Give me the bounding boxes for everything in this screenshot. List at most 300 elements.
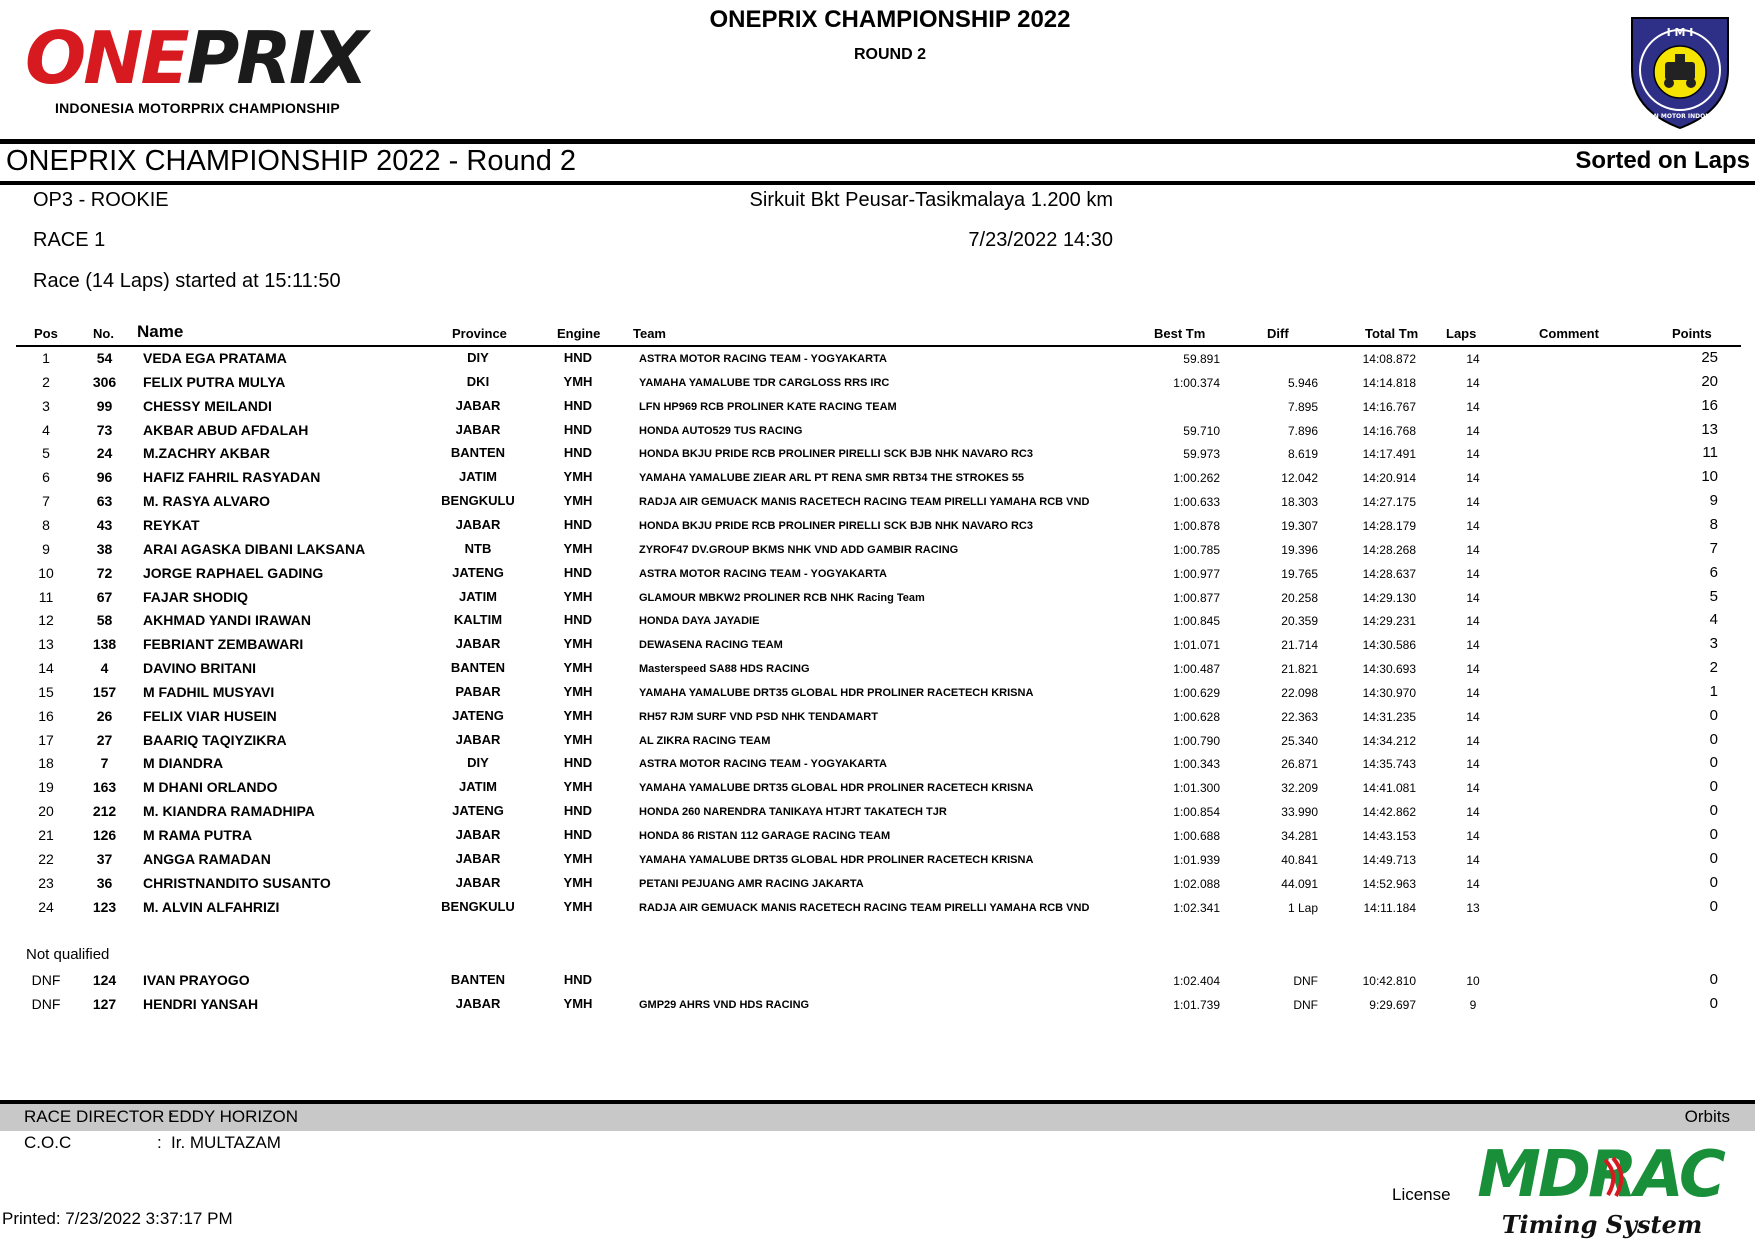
result-name: FELIX PUTRA MULYA	[143, 373, 286, 390]
result-points: 16	[1701, 396, 1718, 414]
result-best-time: 1:01.071	[1173, 638, 1220, 653]
result-team: PETANI PEJUANG AMR RACING JAKARTA	[639, 877, 864, 890]
result-best-time: 1:00.343	[1173, 757, 1220, 772]
result-pos: 8	[42, 516, 50, 533]
director-label: RACE DIRECTOR :	[24, 1107, 174, 1126]
round-title: ROUND 2	[853, 46, 926, 63]
result-diff: 20.258	[1281, 590, 1318, 605]
result-diff: 8.619	[1287, 447, 1318, 462]
result-number: 58	[96, 612, 113, 629]
result-team: YAMAHA YAMALUBE DRT35 GLOBAL HDR PROLINER RACETECH KRISNA	[639, 782, 1034, 795]
table-row	[0, 680, 1755, 704]
event-title: ONEPRIX CHAMPIONSHIP 2022 - Round 2	[6, 145, 577, 177]
result-number: 63	[96, 493, 113, 510]
result-engine: YMH	[563, 731, 593, 747]
table-row	[0, 775, 1755, 799]
result-team: HONDA AUTO529 TUS RACING	[639, 424, 803, 437]
not-qualified-label: Not qualified	[26, 946, 110, 963]
result-points: 11	[1702, 444, 1718, 462]
result-best-time: 1:00.487	[1173, 662, 1220, 677]
table-row	[0, 418, 1755, 442]
result-diff: 44.091	[1281, 876, 1318, 891]
mdrac-text: MDRAC	[1477, 1140, 1723, 1212]
result-team: RH57 RJM SURF VND PSD NHK TENDAMART	[639, 710, 878, 723]
result-name: JORGE RAPHAEL GADING	[143, 564, 324, 581]
result-name: ANGGA RAMADAN	[143, 850, 271, 867]
result-pos: 4	[42, 421, 50, 438]
result-engine: HND	[563, 516, 593, 532]
result-laps: 14	[1466, 423, 1480, 438]
result-province: JATIM	[458, 779, 498, 795]
result-diff: 7.896	[1287, 423, 1318, 438]
result-laps: 14	[1466, 805, 1480, 820]
result-total-time: 14:17.491	[1362, 447, 1416, 462]
result-engine: HND	[563, 827, 593, 842]
result-province: DIY	[467, 350, 489, 365]
col-laps: Laps	[1446, 326, 1477, 341]
result-diff: DNF	[1293, 974, 1318, 988]
result-points: 0	[1709, 995, 1718, 1012]
result-pos: 17	[38, 731, 54, 748]
result-number: 72	[96, 564, 113, 581]
result-province: JABAR	[455, 850, 501, 866]
result-engine: HND	[563, 803, 593, 819]
result-province: NTB	[464, 540, 492, 556]
result-province: JATENG	[452, 564, 504, 580]
result-name: FELIX VIAR HUSEIN	[143, 707, 277, 724]
result-laps: 14	[1466, 399, 1480, 414]
result-team: HONDA DAYA JAYADIE	[639, 615, 760, 628]
logo-subtitle: INDONESIA MOTORPRIX CHAMPIONSHIP	[55, 100, 340, 116]
result-laps: 14	[1466, 733, 1480, 748]
result-number: 26	[96, 707, 113, 724]
result-team: ASTRA MOTOR RACING TEAM - YOGYAKARTA	[639, 758, 887, 771]
result-points: 0	[1709, 897, 1718, 915]
result-pos: 23	[38, 874, 54, 891]
table-row	[0, 465, 1755, 489]
sort-label: Sorted on Laps	[1575, 147, 1750, 174]
imi-text: IKATAN MOTOR INDONESIA	[1634, 113, 1726, 120]
result-number: 306	[92, 373, 117, 390]
result-total-time: 14:11.184	[1363, 900, 1416, 915]
result-province: KALTIM	[453, 612, 503, 628]
result-points: 13	[1701, 420, 1718, 438]
result-number: 212	[92, 803, 117, 820]
table-row	[0, 370, 1755, 394]
result-best-time: 1:00.374	[1173, 375, 1220, 390]
result-laps: 9	[1469, 998, 1477, 1012]
result-team: YAMAHA YAMALUBE ZIEAR ARL PT RENA SMR RBT34 THE STROKES 55	[639, 472, 1025, 485]
coc-name: Ir. MULTAZAM	[171, 1133, 281, 1152]
result-team: RADJA AIR GEMUACK MANIS RACETECH RACING TEAM PIRELLI YAMAHA RCB VND	[639, 901, 1090, 914]
result-number: 67	[96, 588, 113, 605]
result-points: 7	[1709, 539, 1718, 557]
result-name: AKHMAD YANDI IRAWAN	[143, 612, 312, 629]
result-total-time: 14:08.872	[1362, 352, 1416, 366]
result-best-time: 1:00.790	[1173, 733, 1220, 748]
result-diff: 20.359	[1281, 614, 1318, 629]
table-row	[0, 992, 1755, 1016]
result-pos: 20	[38, 803, 54, 820]
table-row	[0, 728, 1755, 752]
result-diff: DNF	[1293, 998, 1318, 1012]
col-engine: Engine	[557, 326, 601, 341]
result-province: JABAR	[455, 397, 501, 413]
result-team: ZYROF47 DV.GROUP BKMS NHK VND ADD GAMBIR RACING	[639, 543, 959, 556]
result-engine: HND	[563, 421, 593, 437]
result-best-time: 59.891	[1183, 352, 1220, 366]
result-province: BENGKULU	[441, 898, 515, 914]
result-total-time: 14:42.862	[1362, 805, 1416, 820]
result-number: 124	[92, 972, 117, 988]
result-province: JABAR	[455, 731, 501, 747]
result-pos: 12	[38, 612, 54, 629]
col-total: Total Tm	[1365, 326, 1419, 341]
table-row	[0, 656, 1755, 680]
result-laps: 14	[1466, 518, 1480, 533]
result-total-time: 14:30.586	[1362, 638, 1416, 653]
result-number: 36	[96, 874, 113, 891]
license-label: License	[1392, 1185, 1451, 1204]
result-province: JABAR	[455, 827, 501, 842]
result-engine: YMH	[563, 588, 593, 604]
result-team: ASTRA MOTOR RACING TEAM - YOGYAKARTA	[639, 353, 887, 365]
result-laps: 14	[1466, 447, 1480, 462]
table-row	[0, 537, 1755, 561]
result-province: BANTEN	[450, 445, 506, 461]
result-total-time: 14:29.231	[1362, 614, 1416, 629]
result-name: M DIANDRA	[143, 755, 224, 772]
result-team: LFN HP969 RCB PROLINER KATE RACING TEAM	[639, 400, 897, 413]
result-laps: 14	[1466, 542, 1480, 557]
result-team: YAMAHA YAMALUBE DRT35 GLOBAL HDR PROLINER RACETECH KRISNA	[639, 686, 1034, 699]
result-pos: 19	[38, 779, 54, 796]
timing-system-text: Timing System	[1501, 1210, 1703, 1239]
result-number: 38	[96, 540, 113, 557]
result-points: 0	[1709, 778, 1718, 796]
result-team: RADJA AIR GEMUACK MANIS RACETECH RACING TEAM PIRELLI YAMAHA RCB VND	[639, 496, 1090, 509]
result-engine: HND	[563, 564, 593, 580]
result-points: 20	[1701, 372, 1718, 390]
result-points: 10	[1701, 468, 1718, 486]
table-row	[0, 513, 1755, 537]
result-team: Masterspeed SA88 HDS RACING	[639, 663, 810, 676]
result-team: HONDA BKJU PRIDE RCB PROLINER PIRELLI SCK BJB NHK NAVARO RC3	[639, 519, 1033, 532]
result-number: 99	[96, 397, 113, 414]
result-number: 37	[96, 850, 113, 867]
result-team: YAMAHA YAMALUBE TDR CARGLOSS RRS IRC	[639, 376, 890, 389]
result-laps: 14	[1466, 375, 1480, 390]
result-province: JATIM	[458, 588, 498, 604]
table-row	[0, 489, 1755, 513]
result-total-time: 14:34.212	[1362, 733, 1416, 748]
result-points: 5	[1709, 587, 1718, 605]
result-name: CHESSY MEILANDI	[143, 397, 272, 414]
result-name: HENDRI YANSAH	[143, 996, 259, 1012]
race-label: RACE 1	[33, 229, 106, 251]
result-diff: 5.946	[1287, 375, 1318, 390]
result-pos: 3	[42, 397, 50, 414]
result-diff: 1 Lap	[1287, 900, 1318, 915]
result-name: VEDA EGA PRATAMA	[143, 350, 287, 366]
result-engine: HND	[563, 397, 593, 413]
result-province: BANTEN	[450, 660, 506, 676]
result-laps: 14	[1466, 590, 1480, 605]
result-best-time: 1:00.628	[1173, 709, 1220, 724]
result-total-time: 14:20.914	[1362, 471, 1416, 486]
result-best-time: 1:01.300	[1173, 781, 1220, 796]
result-name: M. KIANDRA RAMADHIPA	[143, 803, 315, 820]
coc-label: C.O.C	[24, 1133, 72, 1152]
result-laps: 14	[1466, 852, 1480, 867]
result-team: GMP29 AHRS VND HDS RACING	[639, 999, 810, 1011]
result-laps: 13	[1466, 900, 1480, 915]
result-pos: DNF	[31, 972, 61, 988]
table-row	[0, 608, 1755, 632]
result-pos: 18	[38, 755, 54, 772]
result-pos: 21	[38, 827, 54, 843]
result-total-time: 14:14.818	[1362, 375, 1416, 390]
result-total-time: 14:41.081	[1362, 781, 1416, 796]
result-province: DKI	[466, 373, 490, 389]
circuit-label: Sirkuit Bkt Peusar-Tasikmalaya 1.200 km	[749, 189, 1113, 211]
result-team: DEWASENA RACING TEAM	[639, 639, 783, 652]
logo-one: ONE	[25, 16, 187, 100]
result-number: 7	[100, 755, 109, 772]
result-best-time: 1:00.688	[1173, 829, 1220, 843]
table-row	[0, 585, 1755, 609]
result-engine: HND	[563, 755, 593, 771]
result-name: FAJAR SHODIQ	[143, 588, 249, 605]
result-province: JATENG	[452, 803, 504, 819]
result-total-time: 14:27.175	[1362, 495, 1416, 510]
result-best-time: 59.973	[1183, 447, 1220, 462]
result-points: 0	[1709, 802, 1718, 820]
result-diff: 22.098	[1281, 685, 1318, 700]
result-points: 8	[1709, 515, 1718, 533]
result-province: JABAR	[455, 636, 501, 652]
result-best-time: 1:00.854	[1173, 805, 1220, 820]
col-pos: Pos	[34, 326, 58, 341]
result-name: ARAI AGASKA DIBANI LAKSANA	[143, 540, 366, 557]
result-name: IVAN PRAYOGO	[143, 972, 250, 988]
result-best-time: 1:00.977	[1173, 566, 1220, 581]
result-laps: 14	[1466, 757, 1480, 772]
result-total-time: 14:43.153	[1362, 829, 1416, 843]
result-engine: YMH	[563, 707, 593, 723]
table-row	[0, 751, 1755, 775]
result-pos: 5	[42, 445, 50, 462]
result-pos: 10	[38, 564, 54, 581]
result-laps: 14	[1466, 709, 1480, 724]
result-laps: 14	[1466, 638, 1480, 653]
result-team: YAMAHA YAMALUBE DRT35 GLOBAL HDR PROLINER RACETECH KRISNA	[639, 853, 1034, 866]
result-best-time: 1:01.939	[1173, 852, 1220, 867]
imi-logo	[1627, 10, 1733, 132]
result-number: 24	[96, 445, 113, 462]
table-row	[0, 632, 1755, 656]
result-engine: YMH	[563, 469, 593, 485]
result-engine: YMH	[563, 850, 593, 866]
race-start-info: Race (14 Laps) started at 15:11:50	[33, 270, 341, 292]
result-diff: 12.042	[1281, 471, 1318, 486]
result-laps: 14	[1466, 614, 1480, 629]
result-engine: YMH	[563, 373, 593, 389]
result-province: JABAR	[455, 421, 501, 437]
result-province: JABAR	[455, 996, 501, 1011]
result-diff: 18.303	[1281, 495, 1318, 510]
result-points: 6	[1709, 563, 1718, 581]
result-best-time: 1:00.633	[1173, 495, 1220, 510]
result-points: 0	[1709, 826, 1718, 843]
result-points: 0	[1709, 754, 1718, 772]
result-diff: 40.841	[1281, 852, 1318, 867]
table-row	[0, 441, 1755, 465]
result-diff: 34.281	[1281, 829, 1318, 843]
result-team: HONDA BKJU PRIDE RCB PROLINER PIRELLI SCK BJB NHK NAVARO RC3	[639, 448, 1033, 461]
document-title: ONEPRIX CHAMPIONSHIP 2022	[709, 6, 1071, 33]
result-points: 0	[1709, 730, 1718, 748]
result-best-time: 1:00.845	[1173, 614, 1220, 629]
result-name: M RAMA PUTRA	[143, 827, 253, 843]
result-total-time: 14:16.768	[1362, 423, 1416, 438]
result-engine: YMH	[563, 898, 593, 914]
result-engine: YMH	[563, 874, 593, 890]
result-number: 27	[96, 731, 113, 748]
table-row	[0, 871, 1755, 895]
result-number: 4	[100, 660, 109, 677]
table-row	[0, 704, 1755, 728]
result-points: 25	[1701, 349, 1718, 366]
result-diff: 19.765	[1281, 566, 1318, 581]
result-best-time: 1:00.262	[1173, 471, 1220, 486]
result-name: AKBAR ABUD AFDALAH	[143, 421, 309, 438]
col-comment: Comment	[1539, 326, 1599, 341]
col-team: Team	[633, 326, 666, 341]
result-team: AL ZIKRA RACING TEAM	[639, 734, 771, 747]
result-engine: YMH	[563, 636, 593, 652]
result-total-time: 14:31.235	[1362, 709, 1416, 724]
result-pos: 2	[42, 373, 50, 390]
result-pos: 11	[38, 588, 54, 605]
result-pos: 16	[38, 707, 54, 724]
result-best-time: 1:01.739	[1173, 998, 1220, 1012]
result-province: BANTEN	[450, 972, 506, 987]
result-team: HONDA 260 NARENDRA TANIKAYA HTJRT TAKATECH TJR	[639, 806, 947, 819]
table-row	[0, 346, 1755, 370]
result-engine: YMH	[563, 996, 593, 1011]
result-laps: 14	[1466, 685, 1480, 700]
table-row	[0, 968, 1755, 992]
result-points: 1	[1709, 682, 1718, 700]
result-pos: 15	[38, 683, 54, 700]
mdrac-logo	[1450, 1140, 1750, 1240]
result-total-time: 14:52.963	[1362, 876, 1416, 891]
table-row	[0, 799, 1755, 823]
result-laps: 10	[1466, 974, 1480, 988]
result-engine: HND	[563, 445, 593, 461]
result-name: M DHANI ORLANDO	[143, 779, 278, 796]
result-name: M.ZACHRY AKBAR	[143, 445, 271, 462]
result-diff: 19.396	[1281, 542, 1318, 557]
result-team: ASTRA MOTOR RACING TEAM - YOGYAKARTA	[639, 567, 887, 580]
result-diff: 21.821	[1281, 662, 1318, 677]
result-engine: YMH	[563, 540, 593, 556]
result-province: BENGKULU	[441, 493, 515, 509]
result-total-time: 14:29.130	[1362, 590, 1416, 605]
result-diff: 22.363	[1281, 709, 1318, 724]
result-total-time: 14:28.637	[1362, 566, 1416, 581]
title-rule	[0, 181, 1755, 185]
result-province: DIY	[467, 755, 489, 771]
col-points: Points	[1672, 326, 1712, 341]
result-diff: 32.209	[1281, 781, 1318, 796]
result-pos: 1	[42, 350, 50, 366]
result-name: BAARIQ TAQIYZIKRA	[143, 731, 287, 748]
result-laps: 14	[1466, 495, 1480, 510]
result-name: HAFIZ FAHRIL RASYADAN	[143, 469, 321, 486]
result-points: 9	[1709, 492, 1718, 510]
brand-label: Orbits	[1684, 1107, 1730, 1126]
result-province: JABAR	[455, 874, 501, 890]
result-best-time: 1:02.341	[1173, 900, 1220, 915]
result-engine: HND	[563, 612, 593, 628]
result-points: 0	[1709, 873, 1718, 891]
oneprix-logo	[25, 16, 366, 100]
result-province: JATIM	[458, 469, 498, 485]
result-points: 0	[1709, 849, 1718, 867]
result-pos: 7	[42, 493, 50, 510]
result-province: JATENG	[452, 707, 504, 723]
result-laps: 14	[1466, 566, 1480, 581]
result-name: DAVINO BRITANI	[143, 660, 257, 677]
result-diff: 26.871	[1281, 757, 1318, 772]
result-total-time: 14:28.268	[1362, 542, 1416, 557]
result-best-time: 1:00.629	[1173, 685, 1220, 700]
class-label: OP3 - ROOKIE	[33, 189, 169, 211]
table-row	[0, 394, 1755, 418]
col-province: Province	[452, 326, 507, 341]
table-row	[0, 823, 1755, 847]
result-number: 126	[92, 827, 117, 843]
result-engine: YMH	[563, 779, 593, 795]
result-points: 3	[1709, 635, 1718, 653]
result-laps: 14	[1466, 876, 1480, 891]
result-name: M. RASYA ALVARO	[143, 493, 271, 510]
director-name: EDDY HORIZON	[168, 1107, 299, 1126]
col-name: Name	[137, 322, 184, 341]
result-total-time: 14:35.743	[1362, 757, 1416, 772]
result-number: 127	[92, 996, 117, 1012]
result-engine: YMH	[563, 683, 593, 699]
imi-letters: I M I	[1666, 26, 1694, 39]
result-name: FEBRIANT ZEMBAWARI	[143, 636, 304, 653]
col-best: Best Tm	[1154, 326, 1206, 341]
result-name: CHRISTNANDITO SUSANTO	[143, 874, 331, 891]
logo-prix: PRIX	[186, 16, 366, 100]
result-number: 96	[96, 469, 113, 486]
result-engine: YMH	[563, 660, 593, 676]
result-number: 157	[92, 683, 117, 700]
result-best-time: 1:00.877	[1173, 590, 1220, 605]
result-diff: 33.990	[1281, 805, 1318, 820]
result-best-time: 59.710	[1183, 423, 1220, 438]
result-laps: 14	[1466, 471, 1480, 486]
result-points: 0	[1709, 971, 1718, 988]
col-no: No.	[93, 326, 114, 341]
result-diff: 25.340	[1281, 733, 1318, 748]
result-laps: 14	[1466, 662, 1480, 677]
